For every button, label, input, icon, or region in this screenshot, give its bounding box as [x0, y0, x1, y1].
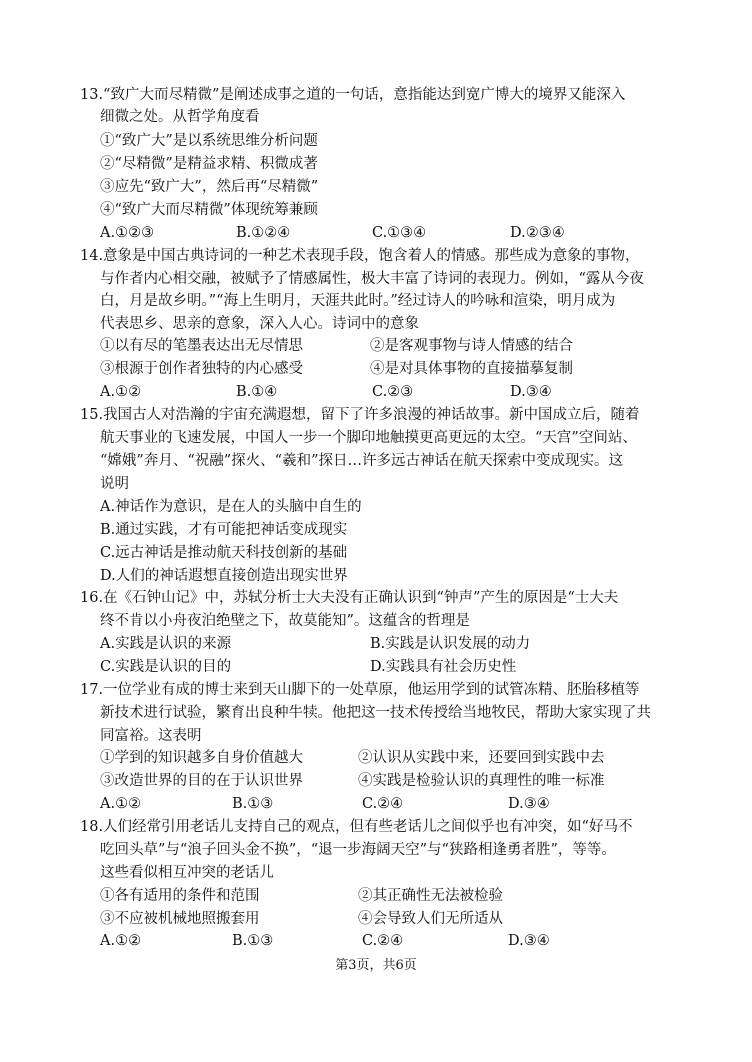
- option-c: C.②③: [372, 384, 414, 400]
- question-text-line: 这些看似相互冲突的老话儿: [100, 865, 274, 881]
- option-d: D.实践具有社会历史性: [370, 659, 517, 675]
- option-b: B.①③: [232, 933, 274, 949]
- question-text-line: 17.一位学业有成的博士来到天山脚下的一处草原，他运用学到的试管冻精、胚胎移植等: [80, 682, 640, 698]
- option-a: A.①②: [100, 384, 142, 400]
- option-c: C.远古神话是推动航天科技创新的基础: [100, 545, 348, 561]
- option-c: C.实践是认识的目的: [100, 659, 232, 675]
- statement: ①以有尽的笔墨表达出无尽情思: [100, 338, 303, 354]
- option-b: B.①②④: [236, 225, 291, 241]
- page-number-footer: 第3页，共6页: [335, 958, 417, 973]
- question-text-line: 细微之处。从哲学角度看: [100, 109, 260, 125]
- option-a: A.①②: [100, 933, 142, 949]
- question-text-line: 代表思乡、思亲的意象，深入人心。诗词中的意象: [100, 316, 419, 332]
- statement: ②“尽精微”是精益求精、积微成著: [100, 156, 318, 172]
- statement: ③应先“致广大”，然后再“尽精微”: [100, 179, 319, 195]
- option-d: D.③④: [510, 384, 552, 400]
- option-a: A.①②: [100, 796, 142, 812]
- statement: ④是对具体事物的直接描摹复制: [370, 361, 573, 377]
- statement: ②是客观事物与诗人情感的结合: [370, 338, 573, 354]
- option-d: D.②③④: [510, 225, 565, 241]
- option-b: B.①③: [232, 796, 274, 812]
- statement: ③改造世界的目的在于认识世界: [100, 773, 303, 789]
- option-a: A.①②③: [100, 225, 155, 241]
- question-text-line: 同富裕。这表明: [100, 728, 202, 744]
- option-a: A.神话作为意识，是在人的头脑中自生的: [100, 499, 362, 515]
- question-text-line: 说明: [100, 476, 129, 492]
- option-d: D.③④: [508, 796, 550, 812]
- question-text-line: 终不肯以小舟夜泊绝壁之下，故莫能知”。这蕴含的哲理是: [100, 613, 470, 629]
- question-text-line: 吃回头草”与“浪子回头金不换”，“退一步海阔天空”与“狭路相逢勇者胜”，等等。: [100, 842, 616, 858]
- option-c: C.②④: [362, 796, 404, 812]
- statement: ②其正确性无法被检验: [358, 888, 503, 904]
- question-text-line: 16.在《石钟山记》中，苏轼分析士大夫没有正确认识到“钟声”产生的原因是“士大夫: [80, 590, 619, 606]
- statement: ③不应被机械地照搬套用: [100, 911, 260, 927]
- statement: ①学到的知识越多自身价值越大: [100, 750, 303, 766]
- question-text-line: 白，月是故乡明。”“海上生明月，天涯共此时。”经过诗人的吟咏和渲染，明月成为: [100, 293, 616, 309]
- statement: ④实践是检验认识的真理性的唯一标准: [358, 773, 605, 789]
- question-text-line: 13.“致广大而尽精微”是阐述成事之道的一句话，意指能达到宽广博大的境界又能深入: [80, 87, 626, 103]
- question-text-line: 新技术进行试验，繁育出良种牛犊。他把这一技术传授给当地牧民，帮助大家实现了共: [100, 705, 651, 721]
- statement: ②认识从实践中来，还要回到实践中去: [358, 750, 605, 766]
- statement: ①各有适用的条件和范围: [100, 888, 260, 904]
- question-text-line: 航天事业的飞速发展，中国人一步一个脚印地触摸更高更远的太空。“天宫”空间站、: [100, 430, 637, 446]
- question-text-line: 18.人们经常引用老话儿支持自己的观点，但有些老话儿之间似乎也有冲突，如“好马不: [80, 819, 633, 835]
- option-b: B.实践是认识发展的动力: [370, 636, 531, 652]
- option-c: C.①③④: [372, 225, 427, 241]
- option-d: D.③④: [508, 933, 550, 949]
- statement: ①“致广大”是以系统思维分析问题: [100, 133, 318, 149]
- question-text-line: 14.意象是中国古典诗词的一种艺术表现手段，饱含着人的情感。那些成为意象的事物，: [80, 248, 640, 264]
- option-b: B.通过实践，才有可能把神话变成现实: [100, 522, 348, 538]
- question-text-line: “嫦娥”奔月、“祝融”探火、“羲和”探日…许多远古神话在航天探索中变成现实。这: [100, 453, 623, 469]
- statement: ④会导致人们无所适从: [358, 911, 503, 927]
- question-text-line: 15.我国古人对浩瀚的宇宙充满遐想，留下了许多浪漫的神话故事。新中国成立后，随着: [80, 407, 640, 423]
- question-text-line: 与作者内心相交融，被赋予了情感属性，极大丰富了诗词的表现力。例如，“露从今夜: [100, 271, 644, 287]
- option-a: A.实践是认识的来源: [100, 636, 232, 652]
- option-d: D.人们的神话遐想直接创造出现实世界: [100, 568, 348, 584]
- option-c: C.②④: [362, 933, 404, 949]
- statement: ③根源于创作者独特的内心感受: [100, 361, 303, 377]
- option-b: B.①④: [236, 384, 278, 400]
- statement: ④“致广大而尽精微”体现统筹兼顾: [100, 202, 318, 218]
